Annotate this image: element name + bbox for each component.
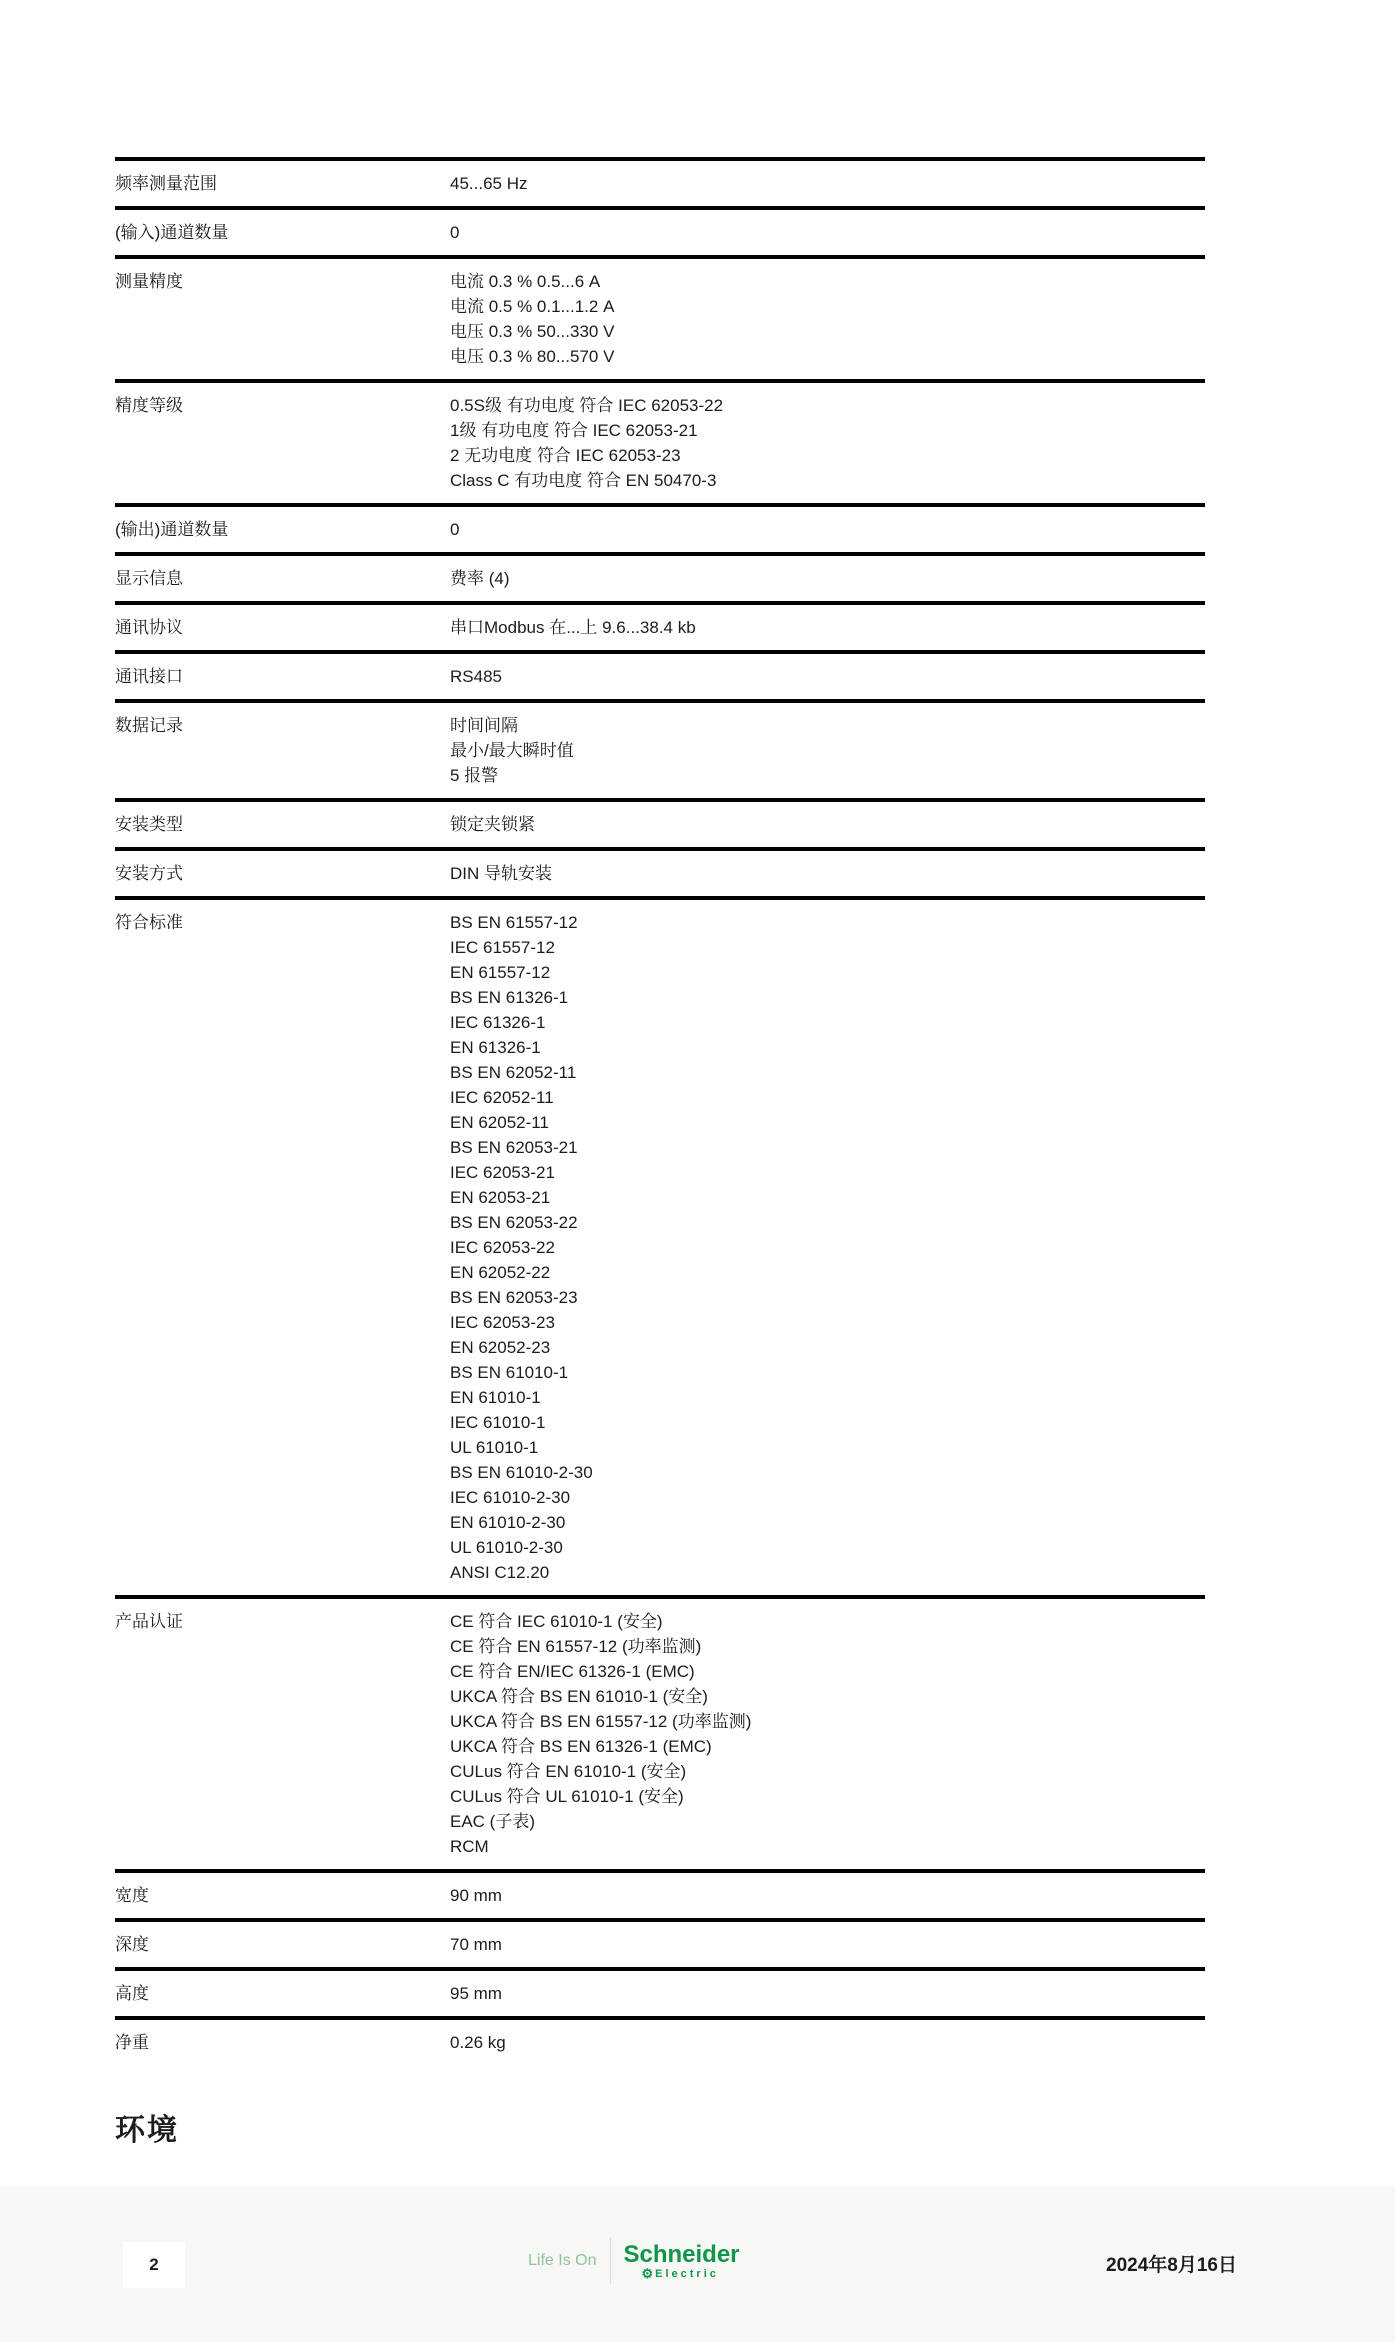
spec-value-line: BS EN 62052-11: [450, 1063, 577, 1082]
spec-value-line: EN 61326-1: [450, 1038, 541, 1057]
spec-value-line: 最小/最大瞬时值: [450, 741, 574, 760]
spec-label: 安装方式: [115, 864, 183, 883]
spec-table: [115, 157, 1205, 2065]
spec-row: [115, 206, 1205, 255]
spec-values: [450, 812, 1205, 837]
spec-value-line: 电流 0.5 % 0.1...1.2 A: [450, 297, 615, 316]
life-is-on-tagline: Life Is On: [528, 2252, 597, 2269]
spec-value-line: EN 62052-22: [450, 1263, 551, 1282]
spec-label: 高度: [115, 1984, 149, 2003]
spec-values: [450, 393, 1205, 493]
spec-value-line: CE 符合 EN/IEC 61326-1 (EMC): [450, 1662, 695, 1681]
brand-name: Schneider: [623, 2241, 740, 2268]
spec-value-line: IEC 62053-21: [450, 1163, 555, 1182]
spec-label: 安装类型: [115, 815, 183, 834]
spec-values: [450, 713, 1205, 788]
spec-values: [450, 566, 1205, 591]
spec-value-line: IEC 62053-22: [450, 1238, 555, 1257]
spec-values: [450, 1609, 1205, 1859]
spec-value-line: CE 符合 EN 61557-12 (功率监测): [450, 1637, 702, 1656]
spec-label: (输入)通道数量: [115, 223, 229, 242]
brand-subname-text: Electric: [655, 2268, 719, 2280]
spec-value-line: EN 61010-2-30: [450, 1513, 566, 1532]
spec-row: [115, 1918, 1205, 1967]
spec-value-line: EAC (子表): [450, 1812, 535, 1831]
spec-value-line: ANSI C12.20: [450, 1563, 550, 1582]
spec-value-line: IEC 62052-11: [450, 1088, 554, 1107]
spec-value-line: BS EN 61557-12: [450, 913, 578, 932]
spec-label: 符合标准: [115, 913, 183, 932]
spec-value-line: 45...65 Hz: [450, 174, 528, 193]
spec-row: [115, 379, 1205, 503]
spec-value-line: Class C 有功电度 符合 EN 50470-3: [450, 471, 717, 490]
spec-row: [115, 503, 1205, 552]
spec-value-line: IEC 61010-1: [450, 1413, 546, 1432]
spec-value-line: 95 mm: [450, 1984, 502, 2003]
spec-value-line: EN 61010-1: [450, 1388, 541, 1407]
spec-value-line: 0.26 kg: [450, 2033, 506, 2052]
spec-row: [115, 699, 1205, 798]
spec-row: [115, 650, 1205, 699]
page-number: 2: [149, 2255, 159, 2274]
spec-value-line: 串口Modbus 在...上 9.6...38.4 kb: [450, 618, 696, 637]
spec-row: [115, 552, 1205, 601]
spec-values: [450, 910, 1205, 1585]
spec-row: [115, 1595, 1205, 1869]
spec-label: 通讯接口: [115, 667, 183, 686]
spec-label: (输出)通道数量: [115, 520, 229, 539]
spec-value-line: EN 61557-12: [450, 963, 551, 982]
spec-value-line: IEC 62053-23: [450, 1313, 555, 1332]
spec-label: 深度: [115, 1935, 149, 1954]
spec-value-line: 电压 0.3 % 50...330 V: [450, 322, 615, 341]
spec-value-line: 电流 0.3 % 0.5...6 A: [450, 272, 601, 291]
spec-row: [115, 601, 1205, 650]
spec-value-line: 2 无功电度 符合 IEC 62053-23: [450, 446, 681, 465]
spec-values: [450, 171, 1205, 196]
spec-row: [115, 2016, 1205, 2065]
spec-value-line: EN 62052-11: [450, 1113, 549, 1132]
spec-value-line: BS EN 61326-1: [450, 988, 569, 1007]
spec-value-line: 电压 0.3 % 80...570 V: [450, 347, 615, 366]
spec-value-line: 时间间隔: [450, 716, 518, 735]
spec-values: [450, 615, 1205, 640]
spec-value-line: CULus 符合 UL 61010-1 (安全): [450, 1787, 684, 1806]
spec-label: 通讯协议: [115, 618, 183, 637]
spec-values: [450, 664, 1205, 689]
environment-section-heading: 环境: [115, 2114, 179, 2147]
spec-value-line: EN 62053-21: [450, 1188, 551, 1207]
brand-block: [528, 2238, 740, 2284]
footer-date: 2024年8月16日: [1106, 2255, 1237, 2276]
spec-row: [115, 1869, 1205, 1918]
spec-value-line: 0: [450, 520, 460, 539]
spec-value-line: CE 符合 IEC 61010-1 (安全): [450, 1612, 663, 1631]
spec-value-line: EN 62052-23: [450, 1338, 551, 1357]
spec-values: [450, 1883, 1205, 1908]
spec-value-line: CULus 符合 EN 61010-1 (安全): [450, 1762, 687, 1781]
spec-value-line: UKCA 符合 BS EN 61010-1 (安全): [450, 1687, 708, 1706]
spec-value-line: IEC 61326-1: [450, 1013, 546, 1032]
spec-label: 精度等级: [115, 396, 183, 415]
page-footer: [0, 2186, 1395, 2342]
spec-value-line: RCM: [450, 1837, 489, 1856]
spec-value-line: UL 61010-2-30: [450, 1538, 563, 1557]
spec-value-line: IEC 61010-2-30: [450, 1488, 571, 1507]
brand-subname: [623, 2268, 739, 2280]
spec-value-line: IEC 61557-12: [450, 938, 555, 957]
spec-value-line: BS EN 61010-2-30: [450, 1463, 593, 1482]
spec-value-line: 费率 (4): [450, 569, 510, 588]
spec-row: [115, 157, 1205, 206]
spec-label: 产品认证: [115, 1612, 183, 1631]
spec-label: 宽度: [115, 1886, 149, 1905]
spec-label: 显示信息: [115, 569, 183, 588]
spec-label: 频率测量范围: [115, 174, 217, 193]
spec-value-line: BS EN 62053-21: [450, 1138, 578, 1157]
spec-value-line: 70 mm: [450, 1935, 502, 1954]
spec-value-line: BS EN 61010-1: [450, 1363, 569, 1382]
spec-row: [115, 798, 1205, 847]
schneider-electric-logo: [611, 2242, 739, 2280]
spec-value-line: UL 61010-1: [450, 1438, 539, 1457]
spec-values: [450, 1981, 1205, 2006]
spec-row: [115, 896, 1205, 1595]
spec-value-line: BS EN 62053-23: [450, 1288, 578, 1307]
spec-value-line: 0.5S级 有功电度 符合 IEC 62053-22: [450, 396, 724, 415]
page-number-box: [123, 2242, 185, 2288]
spec-value-line: 90 mm: [450, 1886, 502, 1905]
spec-label: 测量精度: [115, 272, 183, 291]
spec-value-line: BS EN 62053-22: [450, 1213, 578, 1232]
spec-label: 净重: [115, 2033, 149, 2052]
spec-values: [450, 220, 1205, 245]
spec-value-line: 1级 有功电度 符合 IEC 62053-21: [450, 421, 698, 440]
spec-values: [450, 1932, 1205, 1957]
spec-row: [115, 847, 1205, 896]
spec-row: [115, 255, 1205, 379]
spec-values: [450, 517, 1205, 542]
spec-row: [115, 1967, 1205, 2016]
spec-value-line: UKCA 符合 BS EN 61557-12 (功率监测): [450, 1712, 752, 1731]
spec-values: [450, 2030, 1205, 2055]
gear-icon: ⚙: [641, 2266, 654, 2281]
spec-value-line: DIN 导轨安装: [450, 864, 552, 883]
spec-value-line: UKCA 符合 BS EN 61326-1 (EMC): [450, 1737, 712, 1756]
page-content: [115, 157, 1205, 2149]
spec-value-line: RS485: [450, 667, 502, 686]
spec-value-line: 0: [450, 223, 460, 242]
spec-values: [450, 861, 1205, 886]
spec-values: [450, 269, 1205, 369]
spec-value-line: 锁定夹锁紧: [450, 815, 535, 834]
spec-label: 数据记录: [115, 716, 183, 735]
spec-value-line: 5 报警: [450, 766, 499, 785]
